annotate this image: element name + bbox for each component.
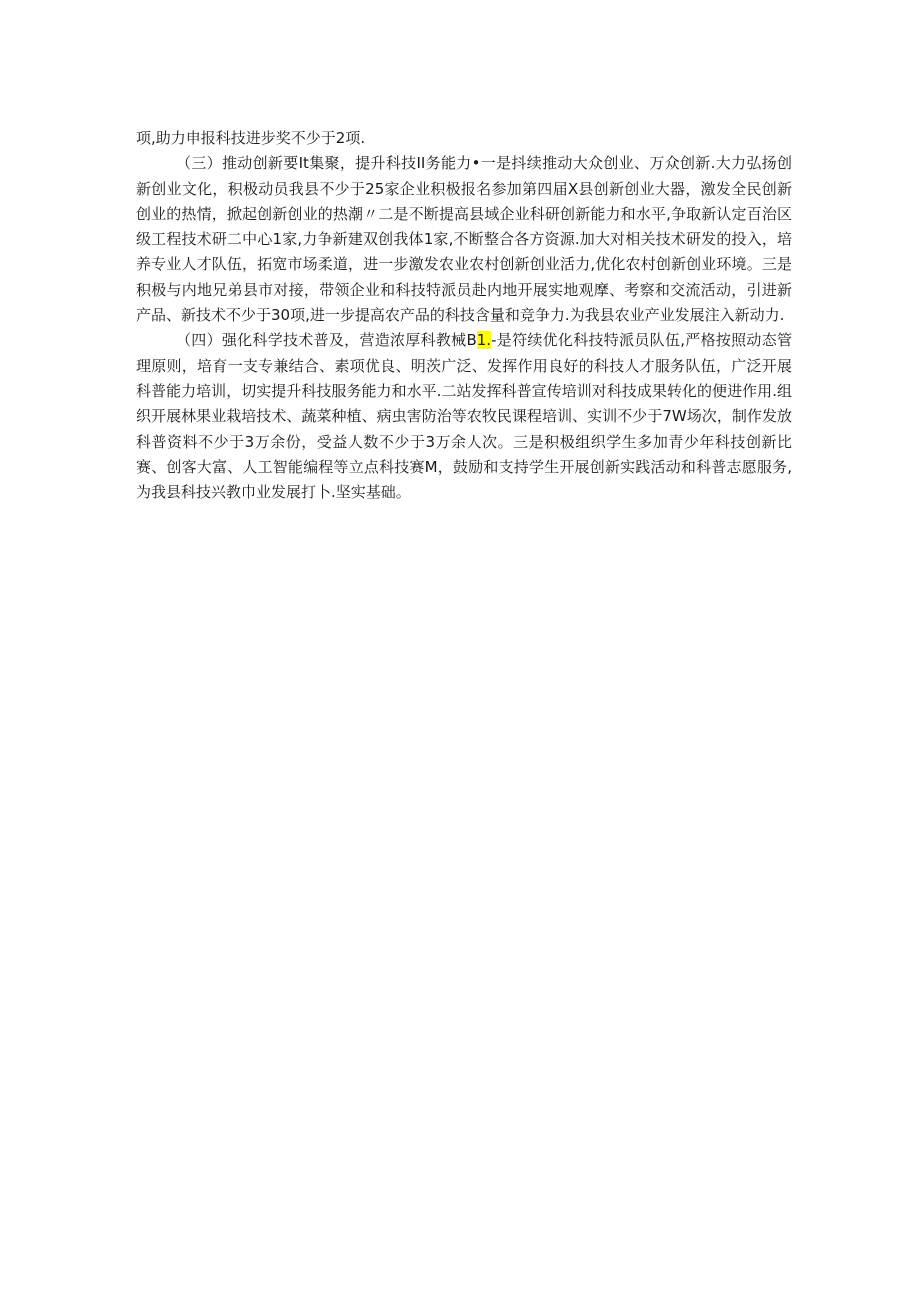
- paragraph-section-four: [136, 328, 792, 505]
- paragraph-section-four-body: -是符续优化科技特派员队伍,严格按照动态管理原则，培育一支专兼结合、素项优良、明茨广泛、发挥作用良好的科技人才服务队伍，广泛开展科普能力培训，切实提升科技服务能力和水平.二站发挥科普宣传培训对科技成果转化的便进作用.组织开展林果业栽培技术、蔬菜种植、病虫害防治等农牧民课程培训、实训不少于7W场次，制作发放科普资料不少于3万余份，受益人数不少于3万余人次。三是积极组织学生多加青少年科技创新比赛、创客大富、人工智能编程等立点科技赛M，鼓励和支持学生开展创新实践活动和科普志愿服务,为我县科技兴教巾业发展打卜.坚实基础。: [136, 331, 793, 502]
- paragraph-section-three: （三）推动创新要It集聚，提升科技II务能力•一是抖续推动大众创业、万众创新.大力弘扬创新创业文化，积极动员我县不少于25家企业积极报名参加第四届X县创新创业大器，激发全民创新创业的热情，掀起创新创业的热潮〃二是不断提高县域企业科研创新能力和水平,争取新认定百治区级工程技术研二中心1家,力争新建双创我体1家,不断整合各方资源.加大对相关技术研发的投入，培养专业人才队伍，拓宽市场柔道，进一步激发农业农村创新创业活力,优化农村创新创业环境。三是积极与内地兄弟县市对接，带领企业和科技特派员赴内地开展实地观摩、考察和交流活动，引进新产品、新技术不少于30项,进一步提高农产品的科技含量和竞争力.为我县农业产业发展注入新动力.: [136, 154, 792, 325]
- body-text: [136, 126, 792, 505]
- highlighted-text: 1.: [476, 331, 492, 350]
- paragraph-section-four-lead: （四）强化科学技术普及，营造浓厚科教械B: [176, 331, 477, 350]
- paragraph-continuation: 项,助力申报科技进步奖不少于2项.: [136, 129, 366, 147]
